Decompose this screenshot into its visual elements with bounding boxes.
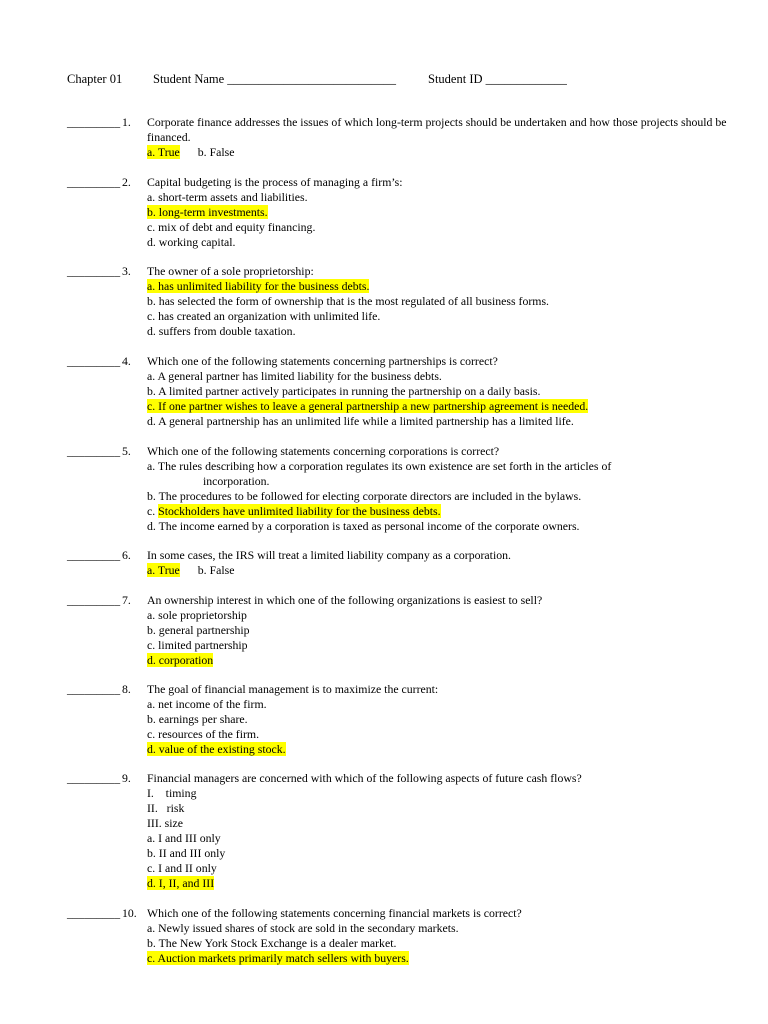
option-b: b. earnings per share. xyxy=(147,712,248,726)
question-number: 6. xyxy=(122,548,131,562)
option-a: a. I and III only xyxy=(147,831,221,845)
student-id-field: Student ID _____________ xyxy=(428,72,567,86)
option-a-correct: a. has unlimited liability for the business debts. xyxy=(147,279,370,293)
option-d-correct: d. value of the existing stock. xyxy=(147,742,286,756)
item-i: I. timing xyxy=(147,786,197,800)
item-iii: III. size xyxy=(147,816,184,830)
question-number: 3. xyxy=(122,264,131,278)
option-c: c. mix of debt and equity financing. xyxy=(147,220,316,234)
option-a-correct: a. True xyxy=(147,563,180,577)
question-number: 4. xyxy=(122,354,131,368)
question-stem: An ownership interest in which one of the following organizations is easiest to sell? xyxy=(147,593,543,607)
option-a-continuation: incorporation. xyxy=(203,474,270,488)
option-b: b. The procedures to be followed for electing corporate directors are included in the bylaws. xyxy=(147,489,582,503)
option-d: d. A general partnership has an unlimited life while a limited partnership has a limited life. xyxy=(147,414,574,428)
page-header xyxy=(67,70,707,88)
option-b: b. The New York Stock Exchange is a dealer market. xyxy=(147,936,397,950)
option-a: a. The rules describing how a corporation regulates its own existence are set forth in the articles of xyxy=(147,459,612,473)
option-c: c. limited partnership xyxy=(147,638,248,652)
question-stem: Corporate finance addresses the issues of which long-term projects should be undertaken and how those projects should be financed. xyxy=(147,115,727,144)
option-c-correct: c. Auction markets primarily match sellers with buyers. xyxy=(147,951,409,965)
question-number: 5. xyxy=(122,444,131,458)
question-number: 7. xyxy=(122,593,131,607)
answer-blank: _________ xyxy=(67,264,121,278)
option-b: b. A limited partner actively participates in running the partnership on a daily basis. xyxy=(147,384,541,398)
question-number: 9. xyxy=(122,771,131,785)
answer-blank: _________ xyxy=(67,175,121,189)
answer-blank: _________ xyxy=(67,354,121,368)
answer-blank: _________ xyxy=(67,548,121,562)
question-stem: Which one of the following statements concerning corporations is correct? xyxy=(147,444,500,458)
question-stem: Which one of the following statements concerning financial markets is correct? xyxy=(147,906,522,920)
option-c-correct: Stockholders have unlimited liability for the business debts. xyxy=(158,504,441,518)
answer-blank: _________ xyxy=(67,682,121,696)
option-b-correct: b. long-term investments. xyxy=(147,205,268,219)
option-d-correct: d. I, II, and III xyxy=(147,876,215,890)
option-a-correct: a. True xyxy=(147,145,180,159)
answer-blank: _________ xyxy=(67,906,121,920)
chapter-label: Chapter 01 xyxy=(67,72,123,86)
question-stem: Which one of the following statements concerning partnerships is correct? xyxy=(147,354,498,368)
option-c-correct: c. If one partner wishes to leave a general partnership a new partnership agreement is needed. xyxy=(147,399,589,413)
question-number: 1. xyxy=(122,115,131,129)
student-name-field: Student Name ___________________________ xyxy=(153,72,397,86)
option-a: a. short-term assets and liabilities. xyxy=(147,190,308,204)
option-d: d. suffers from double taxation. xyxy=(147,324,296,338)
option-d-correct: d. corporation xyxy=(147,653,214,667)
question-number: 8. xyxy=(122,682,131,696)
option-c: c. I and II only xyxy=(147,861,217,875)
question-stem: Financial managers are concerned with which of the following aspects of future cash flows? xyxy=(147,771,582,785)
question-number: 10. xyxy=(122,906,137,920)
question-stem: The goal of financial management is to maximize the current: xyxy=(147,682,439,696)
option-a: a. net income of the firm. xyxy=(147,697,267,711)
answer-blank: _________ xyxy=(67,593,121,607)
option-b: b. has selected the form of ownership that is the most regulated of all business forms. xyxy=(147,294,549,308)
option-c: c. resources of the firm. xyxy=(147,727,260,741)
question-stem: The owner of a sole proprietorship: xyxy=(147,264,314,278)
option-c-prefix: c. xyxy=(147,504,159,518)
option-d: d. The income earned by a corporation is taxed as personal income of the corporate owners. xyxy=(147,519,580,533)
answer-blank: _________ xyxy=(67,771,121,785)
option-b: b. False xyxy=(197,145,235,159)
answer-blank: _________ xyxy=(67,115,121,129)
option-a: a. A general partner has limited liability for the business debts. xyxy=(147,369,442,383)
option-a: a. Newly issued shares of stock are sold in the secondary markets. xyxy=(147,921,459,935)
question-stem: In some cases, the IRS will treat a limited liability company as a corporation. xyxy=(147,548,511,562)
item-ii: II. risk xyxy=(147,801,185,815)
option-a: a. sole proprietorship xyxy=(147,608,247,622)
answer-blank: _________ xyxy=(67,444,121,458)
question-stem: Capital budgeting is the process of managing a firm’s: xyxy=(147,175,403,189)
option-b: b. general partnership xyxy=(147,623,250,637)
question-number: 2. xyxy=(122,175,131,189)
option-c: c. has created an organization with unlimited life. xyxy=(147,309,381,323)
option-b: b. II and III only xyxy=(147,846,226,860)
option-d: d. working capital. xyxy=(147,235,236,249)
option-b: b. False xyxy=(197,563,235,577)
